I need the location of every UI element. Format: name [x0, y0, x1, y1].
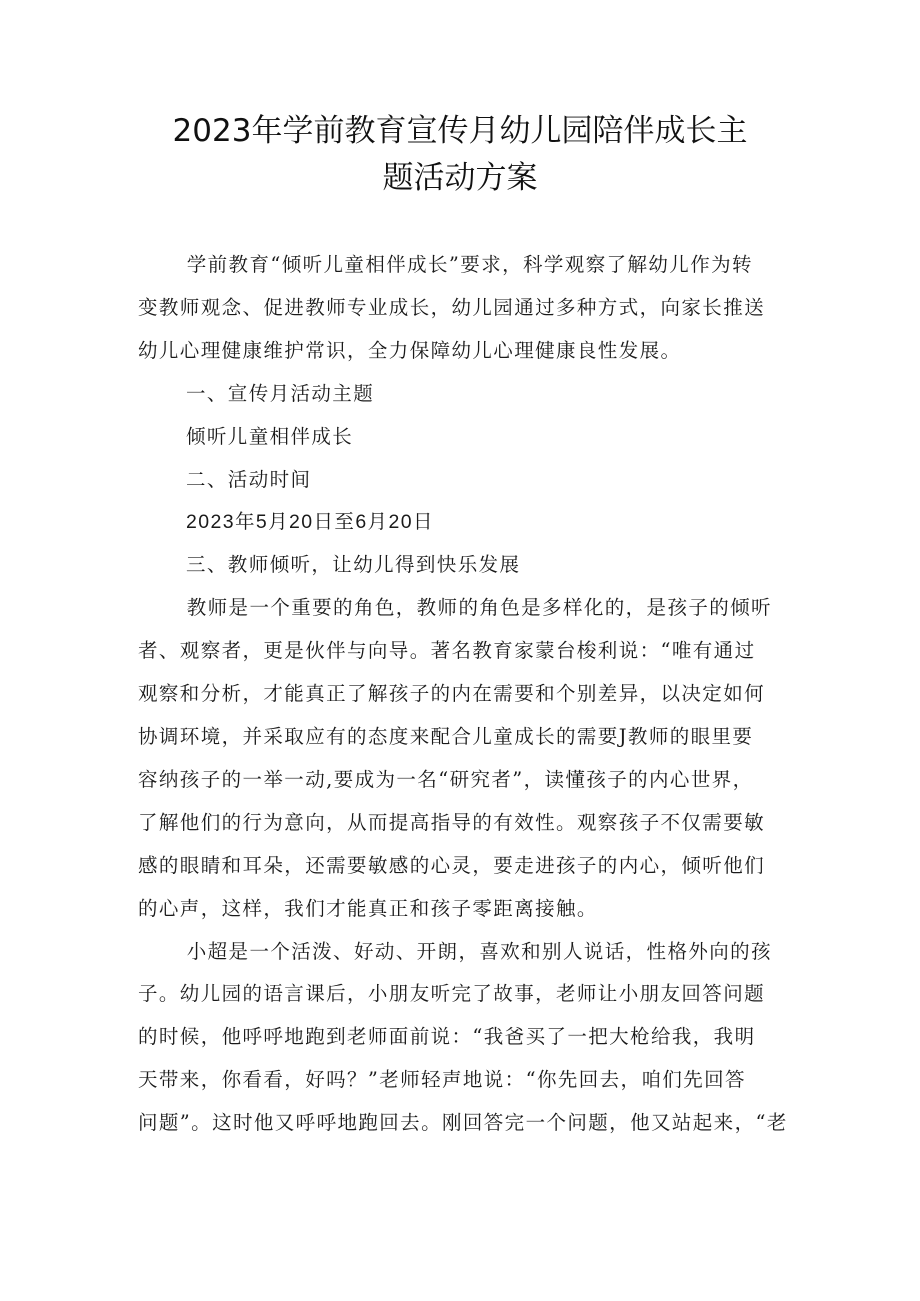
paragraph-line: 天带来，你看看，好吗？”老师轻声地说：“你先回去，咱们先回答: [138, 1068, 746, 1092]
document-title: [120, 108, 800, 202]
paragraph-line: 感的眼睛和耳朵，还需要敏感的心灵，要走进孩子的内心，倾听他们: [138, 853, 766, 877]
document-body: [138, 244, 798, 1145]
intro-paragraph: [138, 244, 798, 373]
paragraph-line: 观察和分析，才能真正了解孩子的内在需要和个别差异，以决定如何: [138, 682, 766, 706]
paragraph-line: 问题”。这时他又呼呼地跑回去。刚回答完一个问题，他又站起来，“老: [138, 1111, 788, 1135]
section1-heading: 一、宣传月活动主题: [186, 381, 375, 405]
intro-line: 变教师观念、促进教师专业成长，幼儿园通过多种方式，向家长推送: [138, 295, 766, 319]
paragraph-line: 的时候，他呼呼地跑到老师面前说：“我爸买了一把大枪给我，我明: [138, 1025, 756, 1049]
title-line-2: 题活动方案: [382, 160, 538, 196]
section1-content: 倾听儿童相伴成长: [186, 424, 354, 448]
paragraph-line: 小超是一个活泼、好动、开朗，喜欢和别人说话，性格外向的孩: [186, 939, 772, 963]
section3-paragraph-1: [138, 587, 798, 930]
intro-line: 幼儿心理健康维护常识，全力保障幼儿心理健康良性发展。: [138, 338, 682, 362]
paragraph-line: 的心声，这样，我们才能真正和孩子零距离接触。: [138, 896, 598, 920]
paragraph-line: 协调环境，并采取应有的态度来配合儿童成长的需要J教师的眼里要: [138, 724, 754, 748]
section3-paragraph-2: [138, 931, 798, 1146]
title-line-1: 2023年学前教育宣传月幼儿园陪伴成长主: [172, 113, 748, 149]
intro-line: 学前教育“倾听儿童相伴成长”要求，科学观察了解幼儿作为转: [186, 253, 753, 276]
paragraph-line: 容纳孩子的一举一动,要成为一名“研究者”，读懂孩子的内心世界，: [138, 767, 754, 791]
section2-content: 2023年5月20日至6月20日: [186, 511, 434, 534]
paragraph-line: 者、观察者，更是伙伴与向导。著名教育家蒙台梭利说：“唯有通过: [138, 639, 756, 663]
section2-heading: 二、活动时间: [186, 467, 312, 491]
section3-heading: 三、教师倾听，让幼儿得到快乐发展: [186, 553, 521, 577]
paragraph-line: 了解他们的行为意向，从而提高指导的有效性。观察孩子不仅需要敏: [138, 810, 766, 834]
paragraph-line: 教师是一个重要的角色，教师的角色是多样化的，是孩子的倾听: [186, 596, 772, 620]
paragraph-line: 子。幼儿园的语言课后，小朋友听完了故事，老师让小朋友回答问题: [138, 982, 766, 1006]
